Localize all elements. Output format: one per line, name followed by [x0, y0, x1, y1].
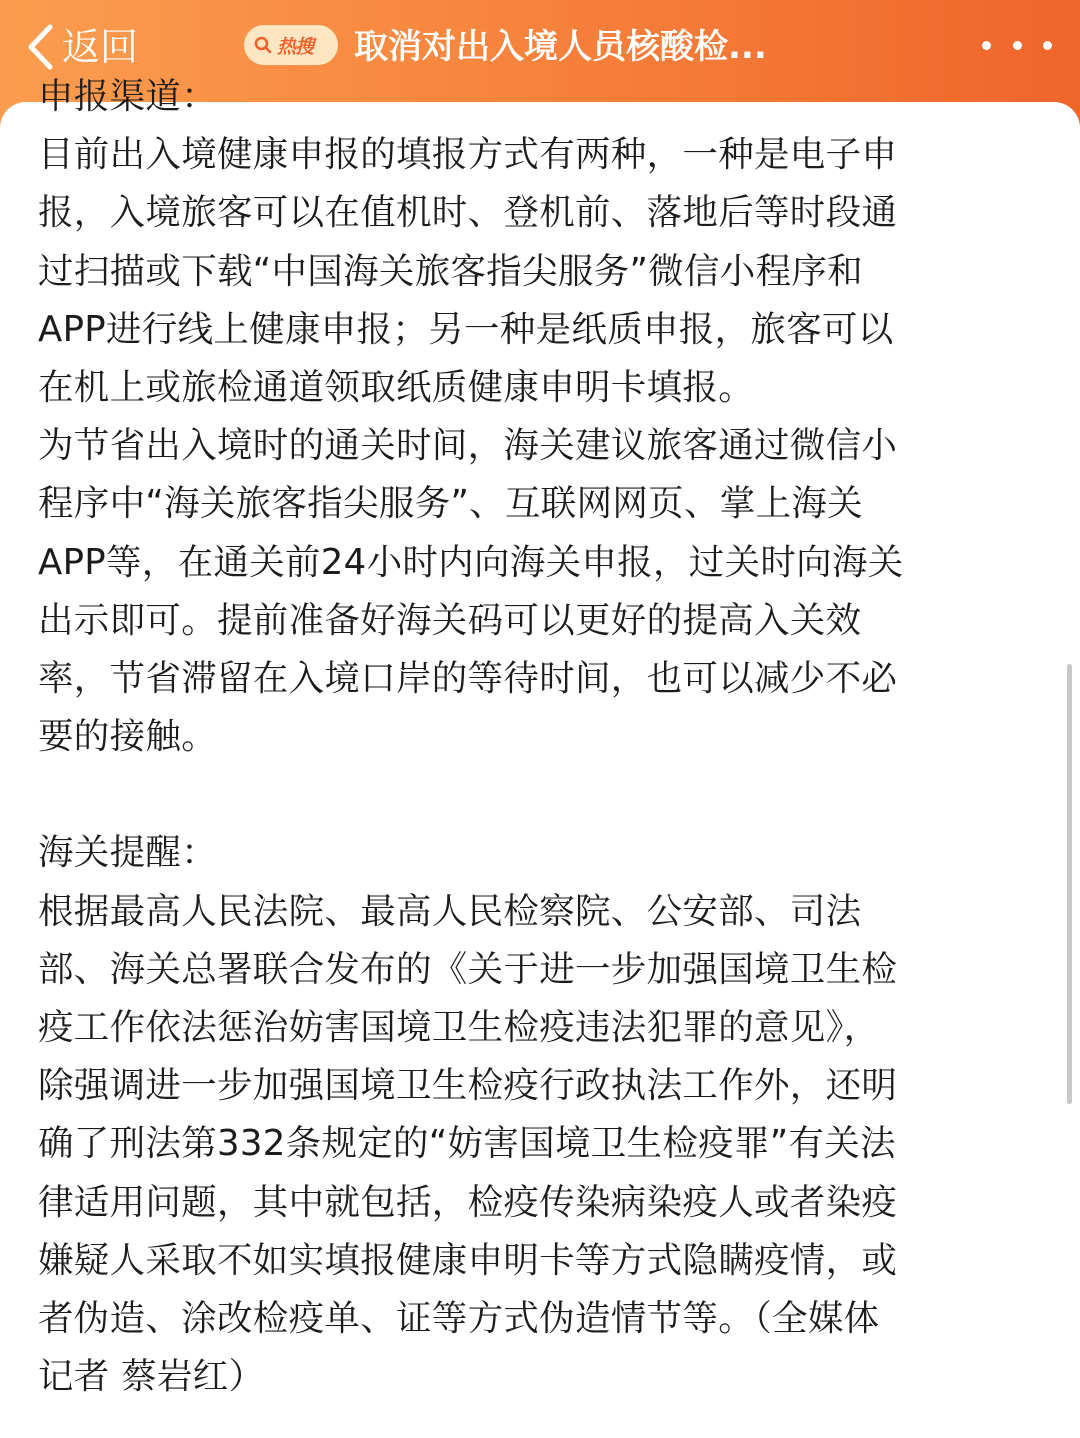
article-blank-line	[38, 766, 1058, 824]
article-line: 目前出入境健康申报的填报方式有两种，一种是电子申	[38, 134, 898, 176]
search-icon	[253, 35, 273, 55]
more-options-button[interactable]	[982, 30, 1052, 60]
more-dots-icon	[1043, 41, 1052, 50]
article-line: 部、海关总署联合发布的《关于进一步加强国境卫生检	[38, 948, 898, 990]
article-line: 确了刑法第332条规定的“妨害国境卫生检疫罪”有关法	[38, 1123, 896, 1165]
article-line: 除强调进一步加强国境卫生检疫行政执法工作外，还明	[38, 1065, 898, 1107]
hot-search-badge[interactable]	[244, 25, 338, 65]
back-label: 返回	[62, 25, 139, 69]
article-line: 为节省出入境时的通关时间，海关建议旅客通过微信小	[38, 425, 898, 467]
article-line: APP等，在通关前24小时内向海关申报，过关时向海关	[38, 541, 904, 583]
article-body	[38, 68, 1058, 1406]
article-line: 要的接触。	[38, 716, 218, 758]
article-line: APP进行线上健康申报；另一种是纸质申报，旅客可以	[38, 308, 894, 350]
article-line: 报，入境旅客可以在值机时、登机前、落地后等时段通	[38, 192, 898, 234]
article-line: 疫工作依法惩治妨害国境卫生检疫违法犯罪的意见》，	[38, 1007, 880, 1048]
article-line: 嫌疑人采取不如实填报健康申明卡等方式隐瞒疫情，或	[38, 1239, 898, 1281]
article-line: 率，节省滞留在入境口岸的等待时间，也可以减少不必	[38, 657, 898, 699]
article-line: 根据最高人民法院、最高人民检察院、公安部、司法	[38, 890, 862, 932]
article-line: 申报渠道：	[38, 76, 218, 117]
article-line: 者伪造、涂改检疫单、证等方式伪造情节等。（全媒体	[38, 1297, 880, 1339]
hot-badge-label: 热搜	[277, 35, 314, 58]
article-line: 过扫描或下载“中国海关旅客指尖服务”微信小程序和	[38, 250, 863, 292]
article-line: 记者 蔡岩红）	[38, 1356, 265, 1398]
more-dots-icon	[982, 41, 991, 50]
more-dots-icon	[1013, 41, 1022, 50]
article-line: 出示即可。提前准备好海关码可以更好的提高入关效	[38, 599, 862, 641]
chevron-left-icon	[24, 22, 56, 72]
article-line: 在机上或旅检通道领取纸质健康申明卡填报。	[38, 366, 755, 408]
vertical-scrollbar[interactable]	[1067, 664, 1072, 1104]
article-line: 律适用问题，其中就包括，检疫传染病染疫人或者染疫	[38, 1181, 898, 1223]
page-title[interactable]: 取消对出入境人员核酸检...	[354, 27, 767, 67]
article-line: 程序中“海关旅客指尖服务”、互联网网页、掌上海关	[38, 483, 863, 525]
article-line: 海关提醒：	[38, 832, 218, 874]
article-container[interactable]	[0, 76, 1080, 1438]
